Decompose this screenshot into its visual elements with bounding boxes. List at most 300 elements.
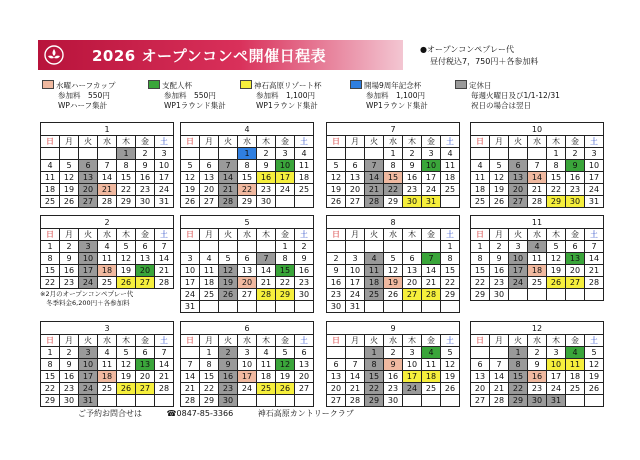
day-cell: 29 bbox=[547, 196, 566, 208]
day-cell: 2 bbox=[219, 347, 238, 359]
day-cell: 30 bbox=[403, 196, 422, 208]
day-cell: 30 bbox=[257, 196, 276, 208]
weekday-header: 木 bbox=[117, 229, 136, 241]
week-row bbox=[471, 172, 604, 184]
day-cell: 25 bbox=[441, 184, 460, 196]
weekday-header: 木 bbox=[403, 229, 422, 241]
day-cell: 11 bbox=[566, 359, 585, 371]
day-cell: 13 bbox=[200, 172, 219, 184]
day-cell: 8 bbox=[509, 359, 528, 371]
day-cell: 18 bbox=[365, 277, 384, 289]
day-cell: 19 bbox=[276, 371, 295, 383]
day-cell: 5 bbox=[441, 347, 460, 359]
weekday-header: 日 bbox=[41, 335, 60, 347]
day-cell: 12 bbox=[490, 172, 509, 184]
legend-fee: 参加料 1,100円 bbox=[256, 91, 315, 100]
day-cell: 13 bbox=[238, 265, 257, 277]
day-cell: 27 bbox=[346, 196, 365, 208]
week-row bbox=[471, 265, 604, 277]
day-cell: 24 bbox=[155, 184, 174, 196]
day-cell bbox=[295, 301, 314, 313]
day-cell: 25 bbox=[471, 196, 490, 208]
day-cell: 27 bbox=[200, 196, 219, 208]
day-cell: 19 bbox=[384, 277, 403, 289]
day-cell: 15 bbox=[276, 265, 295, 277]
day-cell: 2 bbox=[384, 347, 403, 359]
day-cell: 24 bbox=[346, 289, 365, 301]
day-cell: 13 bbox=[346, 172, 365, 184]
week-row bbox=[471, 383, 604, 395]
week-row bbox=[327, 184, 460, 196]
day-cell: 17 bbox=[403, 371, 422, 383]
day-cell: 2 bbox=[136, 148, 155, 160]
day-cell: 12 bbox=[327, 172, 346, 184]
month-calendar bbox=[470, 122, 604, 208]
day-cell: 28 bbox=[181, 395, 200, 407]
day-cell: 30 bbox=[528, 395, 547, 407]
day-cell: 19 bbox=[585, 371, 604, 383]
day-cell: 24 bbox=[585, 184, 604, 196]
week-row bbox=[181, 359, 314, 371]
weekday-header: 木 bbox=[403, 136, 422, 148]
day-cell bbox=[181, 241, 200, 253]
day-cell bbox=[295, 196, 314, 208]
day-cell: 5 bbox=[547, 241, 566, 253]
day-cell: 27 bbox=[566, 277, 585, 289]
week-row bbox=[181, 301, 314, 313]
day-cell: 22 bbox=[238, 184, 257, 196]
day-cell bbox=[327, 241, 346, 253]
day-cell: 9 bbox=[295, 253, 314, 265]
day-cell: 15 bbox=[41, 265, 60, 277]
day-cell bbox=[181, 148, 200, 160]
day-cell: 9 bbox=[528, 359, 547, 371]
day-cell: 16 bbox=[566, 172, 585, 184]
day-cell: 22 bbox=[41, 277, 60, 289]
day-cell: 6 bbox=[200, 160, 219, 172]
day-cell: 1 bbox=[117, 148, 136, 160]
day-cell: 16 bbox=[60, 371, 79, 383]
legend-item bbox=[42, 80, 115, 111]
month-table bbox=[40, 228, 174, 289]
week-row bbox=[327, 347, 460, 359]
day-cell bbox=[219, 148, 238, 160]
weekday-header: 金 bbox=[566, 335, 585, 347]
day-cell bbox=[117, 395, 136, 407]
week-row bbox=[327, 253, 460, 265]
day-cell: 10 bbox=[238, 359, 257, 371]
week-row bbox=[327, 395, 460, 407]
day-cell: 21 bbox=[155, 371, 174, 383]
day-cell: 22 bbox=[200, 383, 219, 395]
day-cell bbox=[547, 289, 566, 301]
day-cell bbox=[365, 301, 384, 313]
day-cell: 14 bbox=[346, 371, 365, 383]
month-table bbox=[180, 228, 314, 313]
day-cell: 4 bbox=[295, 148, 314, 160]
day-cell: 13 bbox=[403, 265, 422, 277]
day-cell: 28 bbox=[155, 277, 174, 289]
day-cell: 1 bbox=[200, 347, 219, 359]
day-cell: 15 bbox=[384, 172, 403, 184]
weekday-header: 金 bbox=[422, 229, 441, 241]
day-cell: 21 bbox=[257, 277, 276, 289]
weekday-header: 月 bbox=[60, 335, 79, 347]
day-cell: 18 bbox=[98, 265, 117, 277]
weekday-header: 月 bbox=[490, 335, 509, 347]
month-calendar bbox=[40, 321, 174, 407]
month-table bbox=[40, 135, 174, 208]
day-cell: 21 bbox=[346, 383, 365, 395]
day-cell: 21 bbox=[585, 265, 604, 277]
day-cell: 22 bbox=[441, 277, 460, 289]
day-cell: 15 bbox=[41, 371, 60, 383]
day-cell: 24 bbox=[276, 184, 295, 196]
day-cell: 5 bbox=[327, 160, 346, 172]
day-cell: 10 bbox=[346, 265, 365, 277]
day-cell bbox=[200, 301, 219, 313]
day-cell: 29 bbox=[117, 196, 136, 208]
week-row bbox=[181, 371, 314, 383]
day-cell: 25 bbox=[528, 277, 547, 289]
day-cell: 2 bbox=[60, 347, 79, 359]
day-cell: 3 bbox=[346, 253, 365, 265]
legend-item bbox=[455, 80, 560, 111]
day-cell: 17 bbox=[79, 371, 98, 383]
weekday-header: 金 bbox=[136, 136, 155, 148]
day-cell bbox=[403, 301, 422, 313]
month-label: 5 bbox=[180, 215, 314, 228]
weekday-header: 木 bbox=[257, 335, 276, 347]
price-line-1: ●オープンコンペプレー代 bbox=[420, 45, 514, 54]
day-cell: 11 bbox=[471, 172, 490, 184]
page-title: 2026 オープンコンペ開催日程表 bbox=[92, 47, 327, 65]
day-cell: 18 bbox=[441, 172, 460, 184]
day-cell: 19 bbox=[117, 371, 136, 383]
day-cell: 7 bbox=[365, 160, 384, 172]
price-info bbox=[420, 44, 538, 68]
day-cell: 13 bbox=[295, 359, 314, 371]
weekday-header: 水 bbox=[98, 136, 117, 148]
day-cell: 22 bbox=[471, 277, 490, 289]
month-table bbox=[470, 334, 604, 407]
day-cell: 20 bbox=[238, 277, 257, 289]
week-row bbox=[471, 277, 604, 289]
day-cell bbox=[295, 395, 314, 407]
day-cell bbox=[346, 347, 365, 359]
month-note: 冬季料金6,200円＋各参加料 bbox=[46, 299, 130, 307]
day-cell: 7 bbox=[155, 241, 174, 253]
day-cell: 4 bbox=[365, 253, 384, 265]
day-cell: 26 bbox=[585, 383, 604, 395]
day-cell: 18 bbox=[528, 265, 547, 277]
day-cell bbox=[238, 241, 257, 253]
legend-fee: 参加料 1,100円 bbox=[366, 91, 425, 100]
day-cell: 19 bbox=[117, 265, 136, 277]
phone-number: ☎0847-85-3366 bbox=[166, 409, 234, 418]
day-cell: 31 bbox=[155, 196, 174, 208]
day-cell: 13 bbox=[136, 359, 155, 371]
day-cell: 23 bbox=[60, 277, 79, 289]
legend-swatch bbox=[350, 80, 362, 89]
day-cell: 26 bbox=[117, 277, 136, 289]
month-calendar bbox=[470, 215, 604, 301]
day-cell: 23 bbox=[490, 277, 509, 289]
month-label: 10 bbox=[470, 122, 604, 135]
day-cell: 20 bbox=[79, 184, 98, 196]
day-cell: 20 bbox=[200, 184, 219, 196]
day-cell: 19 bbox=[327, 184, 346, 196]
day-cell bbox=[219, 301, 238, 313]
day-cell: 31 bbox=[79, 395, 98, 407]
weekday-header: 水 bbox=[528, 136, 547, 148]
week-row bbox=[41, 359, 174, 371]
day-cell bbox=[346, 148, 365, 160]
day-cell: 12 bbox=[117, 359, 136, 371]
day-cell: 23 bbox=[528, 383, 547, 395]
day-cell: 15 bbox=[365, 371, 384, 383]
weekday-header: 金 bbox=[422, 335, 441, 347]
day-cell: 24 bbox=[422, 184, 441, 196]
day-cell: 16 bbox=[60, 265, 79, 277]
day-cell: 17 bbox=[276, 172, 295, 184]
weekday-header: 土 bbox=[441, 335, 460, 347]
weekday-header: 木 bbox=[547, 229, 566, 241]
day-cell: 5 bbox=[181, 160, 200, 172]
day-cell: 21 bbox=[155, 265, 174, 277]
day-cell: 30 bbox=[384, 395, 403, 407]
week-row bbox=[181, 241, 314, 253]
day-cell: 1 bbox=[384, 148, 403, 160]
weekday-header: 月 bbox=[346, 136, 365, 148]
day-cell: 16 bbox=[327, 277, 346, 289]
day-cell: 30 bbox=[136, 196, 155, 208]
weekday-header-row bbox=[327, 335, 460, 347]
day-cell: 15 bbox=[200, 371, 219, 383]
day-cell: 5 bbox=[117, 347, 136, 359]
month-calendar bbox=[470, 321, 604, 407]
week-row bbox=[327, 371, 460, 383]
day-cell: 29 bbox=[441, 289, 460, 301]
week-row bbox=[181, 383, 314, 395]
weekday-header-row bbox=[471, 335, 604, 347]
week-row bbox=[471, 347, 604, 359]
day-cell: 21 bbox=[98, 184, 117, 196]
day-cell bbox=[566, 395, 585, 407]
day-cell: 8 bbox=[238, 160, 257, 172]
day-cell: 26 bbox=[276, 383, 295, 395]
weekday-header-row bbox=[41, 229, 174, 241]
day-cell: 28 bbox=[585, 277, 604, 289]
day-cell: 8 bbox=[471, 253, 490, 265]
day-cell: 10 bbox=[585, 160, 604, 172]
day-cell: 29 bbox=[41, 395, 60, 407]
day-cell bbox=[509, 148, 528, 160]
day-cell: 22 bbox=[384, 184, 403, 196]
day-cell: 27 bbox=[79, 196, 98, 208]
day-cell: 6 bbox=[509, 160, 528, 172]
weekday-header: 日 bbox=[41, 136, 60, 148]
weekday-header: 金 bbox=[136, 335, 155, 347]
weekday-header: 火 bbox=[365, 229, 384, 241]
day-cell: 31 bbox=[181, 301, 200, 313]
weekday-header: 土 bbox=[155, 136, 174, 148]
legend-swatch bbox=[455, 80, 467, 89]
day-cell: 25 bbox=[295, 184, 314, 196]
day-cell bbox=[327, 347, 346, 359]
day-cell: 10 bbox=[403, 359, 422, 371]
day-cell: 7 bbox=[219, 160, 238, 172]
day-cell: 11 bbox=[98, 253, 117, 265]
day-cell: 20 bbox=[346, 184, 365, 196]
day-cell: 7 bbox=[155, 347, 174, 359]
day-cell bbox=[181, 347, 200, 359]
day-cell: 2 bbox=[490, 241, 509, 253]
day-cell: 13 bbox=[327, 371, 346, 383]
day-cell: 19 bbox=[441, 371, 460, 383]
weekday-header: 火 bbox=[219, 136, 238, 148]
day-cell bbox=[422, 241, 441, 253]
day-cell: 6 bbox=[79, 160, 98, 172]
day-cell: 1 bbox=[441, 241, 460, 253]
month-label: 3 bbox=[40, 321, 174, 334]
day-cell: 3 bbox=[403, 347, 422, 359]
day-cell: 15 bbox=[441, 265, 460, 277]
day-cell: 25 bbox=[41, 196, 60, 208]
weekday-header: 火 bbox=[219, 229, 238, 241]
day-cell: 11 bbox=[528, 253, 547, 265]
legend-item bbox=[350, 80, 428, 111]
price-line-2: 昼付税込7，750円＋各参加料 bbox=[430, 57, 539, 66]
day-cell: 31 bbox=[585, 196, 604, 208]
week-row bbox=[327, 160, 460, 172]
day-cell: 18 bbox=[98, 371, 117, 383]
day-cell: 16 bbox=[136, 172, 155, 184]
day-cell: 6 bbox=[238, 253, 257, 265]
week-row bbox=[327, 277, 460, 289]
day-cell: 8 bbox=[384, 160, 403, 172]
day-cell: 8 bbox=[276, 253, 295, 265]
week-row bbox=[327, 383, 460, 395]
day-cell: 1 bbox=[509, 347, 528, 359]
weekday-header: 土 bbox=[585, 229, 604, 241]
weekday-header: 水 bbox=[384, 335, 403, 347]
day-cell: 14 bbox=[98, 172, 117, 184]
day-cell: 19 bbox=[490, 184, 509, 196]
day-cell: 27 bbox=[136, 383, 155, 395]
month-label: 7 bbox=[326, 122, 460, 135]
day-cell: 14 bbox=[422, 265, 441, 277]
day-cell: 17 bbox=[585, 172, 604, 184]
weekday-header: 金 bbox=[276, 335, 295, 347]
day-cell: 2 bbox=[327, 253, 346, 265]
day-cell: 25 bbox=[566, 383, 585, 395]
day-cell bbox=[200, 148, 219, 160]
day-cell: 3 bbox=[276, 148, 295, 160]
day-cell: 22 bbox=[41, 383, 60, 395]
month-table bbox=[326, 135, 460, 208]
weekday-header-row bbox=[471, 229, 604, 241]
weekday-header: 月 bbox=[60, 136, 79, 148]
day-cell: 20 bbox=[327, 383, 346, 395]
legend-fee: 毎週火曜日及び1/1-12/31 bbox=[471, 91, 560, 100]
day-cell: 10 bbox=[509, 253, 528, 265]
day-cell: 20 bbox=[136, 265, 155, 277]
weekday-header: 金 bbox=[276, 229, 295, 241]
day-cell bbox=[98, 395, 117, 407]
day-cell: 23 bbox=[136, 184, 155, 196]
weekday-header: 月 bbox=[490, 229, 509, 241]
day-cell: 8 bbox=[200, 359, 219, 371]
day-cell bbox=[403, 395, 422, 407]
day-cell: 14 bbox=[181, 371, 200, 383]
day-cell: 29 bbox=[471, 289, 490, 301]
flower-logo-icon bbox=[44, 45, 64, 65]
day-cell: 4 bbox=[200, 253, 219, 265]
day-cell bbox=[403, 241, 422, 253]
weekday-header: 土 bbox=[441, 136, 460, 148]
month-calendar bbox=[180, 122, 314, 208]
week-row bbox=[41, 184, 174, 196]
day-cell: 3 bbox=[79, 241, 98, 253]
day-cell: 24 bbox=[79, 277, 98, 289]
legend-swatch bbox=[148, 80, 160, 89]
weekday-header: 水 bbox=[238, 335, 257, 347]
day-cell: 18 bbox=[41, 184, 60, 196]
day-cell: 20 bbox=[509, 184, 528, 196]
legend-fee: 参加料 550円 bbox=[164, 91, 216, 100]
legend-fee: 参加料 550円 bbox=[58, 91, 110, 100]
day-cell: 7 bbox=[181, 359, 200, 371]
weekday-header-row bbox=[41, 335, 174, 347]
week-row bbox=[41, 265, 174, 277]
day-cell: 3 bbox=[547, 347, 566, 359]
day-cell: 22 bbox=[365, 383, 384, 395]
weekday-header: 水 bbox=[384, 229, 403, 241]
day-cell: 4 bbox=[528, 241, 547, 253]
day-cell: 28 bbox=[219, 196, 238, 208]
day-cell: 29 bbox=[200, 395, 219, 407]
day-cell: 3 bbox=[422, 148, 441, 160]
day-cell bbox=[346, 241, 365, 253]
weekday-header-row bbox=[41, 136, 174, 148]
day-cell: 27 bbox=[509, 196, 528, 208]
weekday-header: 日 bbox=[181, 136, 200, 148]
week-row bbox=[41, 196, 174, 208]
day-cell: 19 bbox=[60, 184, 79, 196]
weekday-header: 日 bbox=[471, 335, 490, 347]
day-cell: 23 bbox=[384, 383, 403, 395]
day-cell: 20 bbox=[471, 383, 490, 395]
day-cell: 16 bbox=[528, 371, 547, 383]
day-cell: 17 bbox=[155, 172, 174, 184]
day-cell: 12 bbox=[117, 253, 136, 265]
day-cell: 28 bbox=[365, 196, 384, 208]
week-row bbox=[41, 383, 174, 395]
day-cell: 28 bbox=[490, 395, 509, 407]
week-row bbox=[181, 277, 314, 289]
day-cell: 15 bbox=[117, 172, 136, 184]
week-row bbox=[471, 148, 604, 160]
legend-note: WP1ラウンド集計 bbox=[164, 101, 226, 110]
day-cell: 21 bbox=[365, 184, 384, 196]
day-cell bbox=[490, 347, 509, 359]
weekday-header: 月 bbox=[346, 229, 365, 241]
day-cell: 3 bbox=[509, 241, 528, 253]
day-cell: 5 bbox=[60, 160, 79, 172]
month-label: 12 bbox=[470, 321, 604, 334]
weekday-header: 月 bbox=[200, 335, 219, 347]
